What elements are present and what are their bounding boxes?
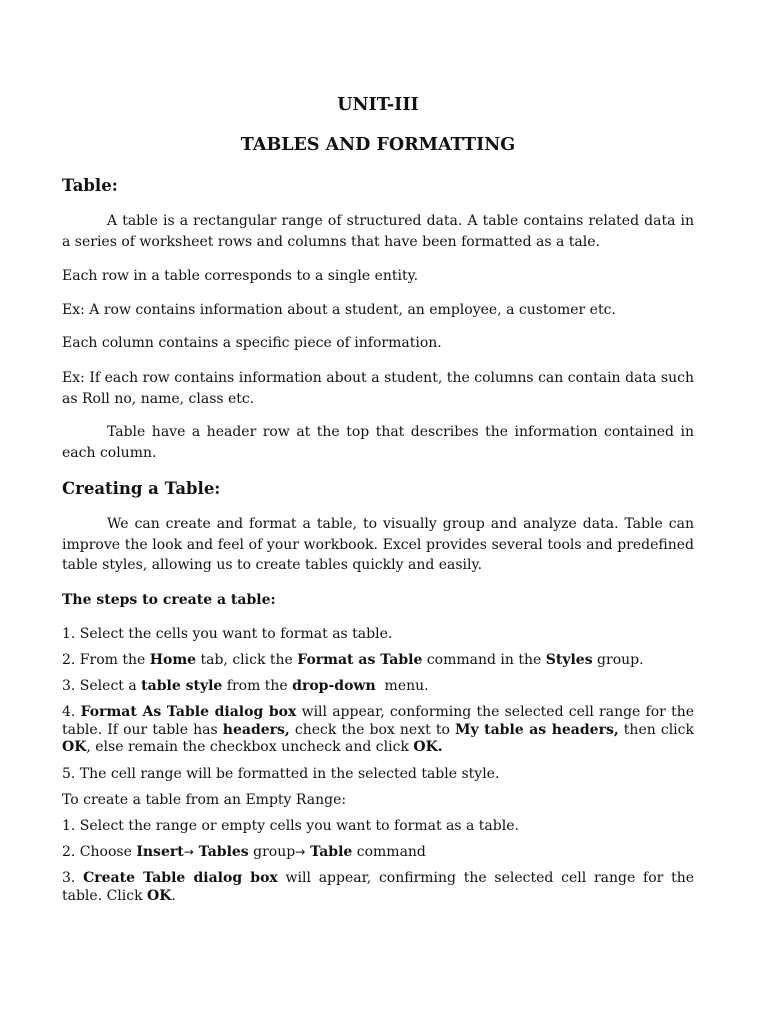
step-4-my-table-headers: My table as headers, <box>454 721 619 738</box>
empty-step-2-insert: Insert <box>136 844 184 860</box>
step-2-text-g: group. <box>592 652 644 668</box>
step-3-text-c: from the <box>222 678 293 694</box>
step-3-text-e: menu. <box>375 678 429 694</box>
empty-step-3-text-a: 3. <box>62 870 84 886</box>
unit-heading: UNIT-III <box>337 95 419 115</box>
arrow-right-icon: → <box>183 845 194 859</box>
step-3-drop-down: drop-down <box>292 678 376 694</box>
step-3-table-style: table style <box>141 678 223 694</box>
page-title: TABLES AND FORMATTING <box>240 135 516 155</box>
empty-step-1: 1. Select the range or empty cells you want to format as a table. <box>62 818 519 834</box>
step-2-styles: Styles <box>545 652 593 668</box>
table-paragraph-6: Table have a header row at the top that describes the information contained in each column. <box>62 424 694 461</box>
arrow-right-icon: → <box>295 845 306 859</box>
step-4 <box>62 704 694 757</box>
table-paragraph-4: Each column contains a specific piece of information. <box>62 335 442 351</box>
empty-step-2-tables: Tables <box>193 844 249 860</box>
table-paragraph-1: A table is a rectangular range of structured data. A table contains related data in a series of worksheet rows and columns that have been formatted as a tale. <box>62 213 694 250</box>
step-4-text-e: check the box next to <box>289 721 455 738</box>
empty-step-2-text-a: 2. Choose <box>62 844 137 860</box>
empty-range-title: To create a table from an Empty Range: <box>62 792 347 808</box>
empty-step-3 <box>62 870 694 905</box>
step-2-text-a: 2. From the <box>62 652 150 668</box>
step-2 <box>62 650 694 671</box>
step-1: 1. Select the cells you want to format as table. <box>62 626 393 642</box>
empty-step-3-ok: OK <box>147 887 172 904</box>
step-3-text-a: 3. Select a <box>62 678 142 694</box>
step-4-ok-1: OK <box>62 739 87 755</box>
step-4-format-dialog: Format As Table dialog box <box>80 704 297 720</box>
step-4-ok-2: OK. <box>413 739 443 755</box>
empty-step-3-text-c: will appear, confirming the selected cell range for the table. Click <box>62 870 694 904</box>
steps-title: The steps to create a table: <box>62 592 276 608</box>
step-2-text-e: command in the <box>422 652 546 668</box>
empty-step-2-group: group <box>248 844 296 860</box>
step-2-text-c: tab, click the <box>196 652 298 668</box>
step-4-text-g: then click <box>618 721 694 738</box>
step-4-text-i: , else remain the checkbox uncheck and click <box>86 739 414 755</box>
empty-step-2 <box>62 842 694 863</box>
creating-table-heading: Creating a Table: <box>62 479 221 498</box>
creating-intro-paragraph: We can create and format a table, to visually group and analyze data. Table can improve the look and feel of your workbook. Excel provides several tools and predefined table styles, allowing us to create tables quickly and easily. <box>62 516 694 573</box>
step-5: 5. The cell range will be formatted in the selected table style. <box>62 766 500 782</box>
empty-step-3-create-dialog: Create Table dialog box <box>83 870 278 886</box>
step-3 <box>62 676 694 697</box>
empty-step-2-command: command <box>352 844 426 860</box>
step-2-format-as-table: Format as Table <box>297 652 423 668</box>
table-paragraph-3: Ex: A row contains information about a student, an employee, a customer etc. <box>62 302 616 318</box>
step-4-headers: headers, <box>222 721 290 738</box>
step-2-home: Home <box>149 652 197 668</box>
empty-step-3-text-e: . <box>171 887 176 904</box>
step-4-text-c: will appear, conforming the selected cell range for the table. If our table has <box>62 704 694 738</box>
document-page <box>62 0 694 1024</box>
step-4-text-a: 4. <box>62 704 81 720</box>
table-paragraph-5: Ex: If each row contains information about a student, the columns can contain data such as Roll no, name, class etc. <box>62 370 694 407</box>
empty-step-2-table: Table <box>305 844 353 860</box>
table-heading: Table: <box>62 176 118 195</box>
table-paragraph-2: Each row in a table corresponds to a single entity. <box>62 268 419 284</box>
